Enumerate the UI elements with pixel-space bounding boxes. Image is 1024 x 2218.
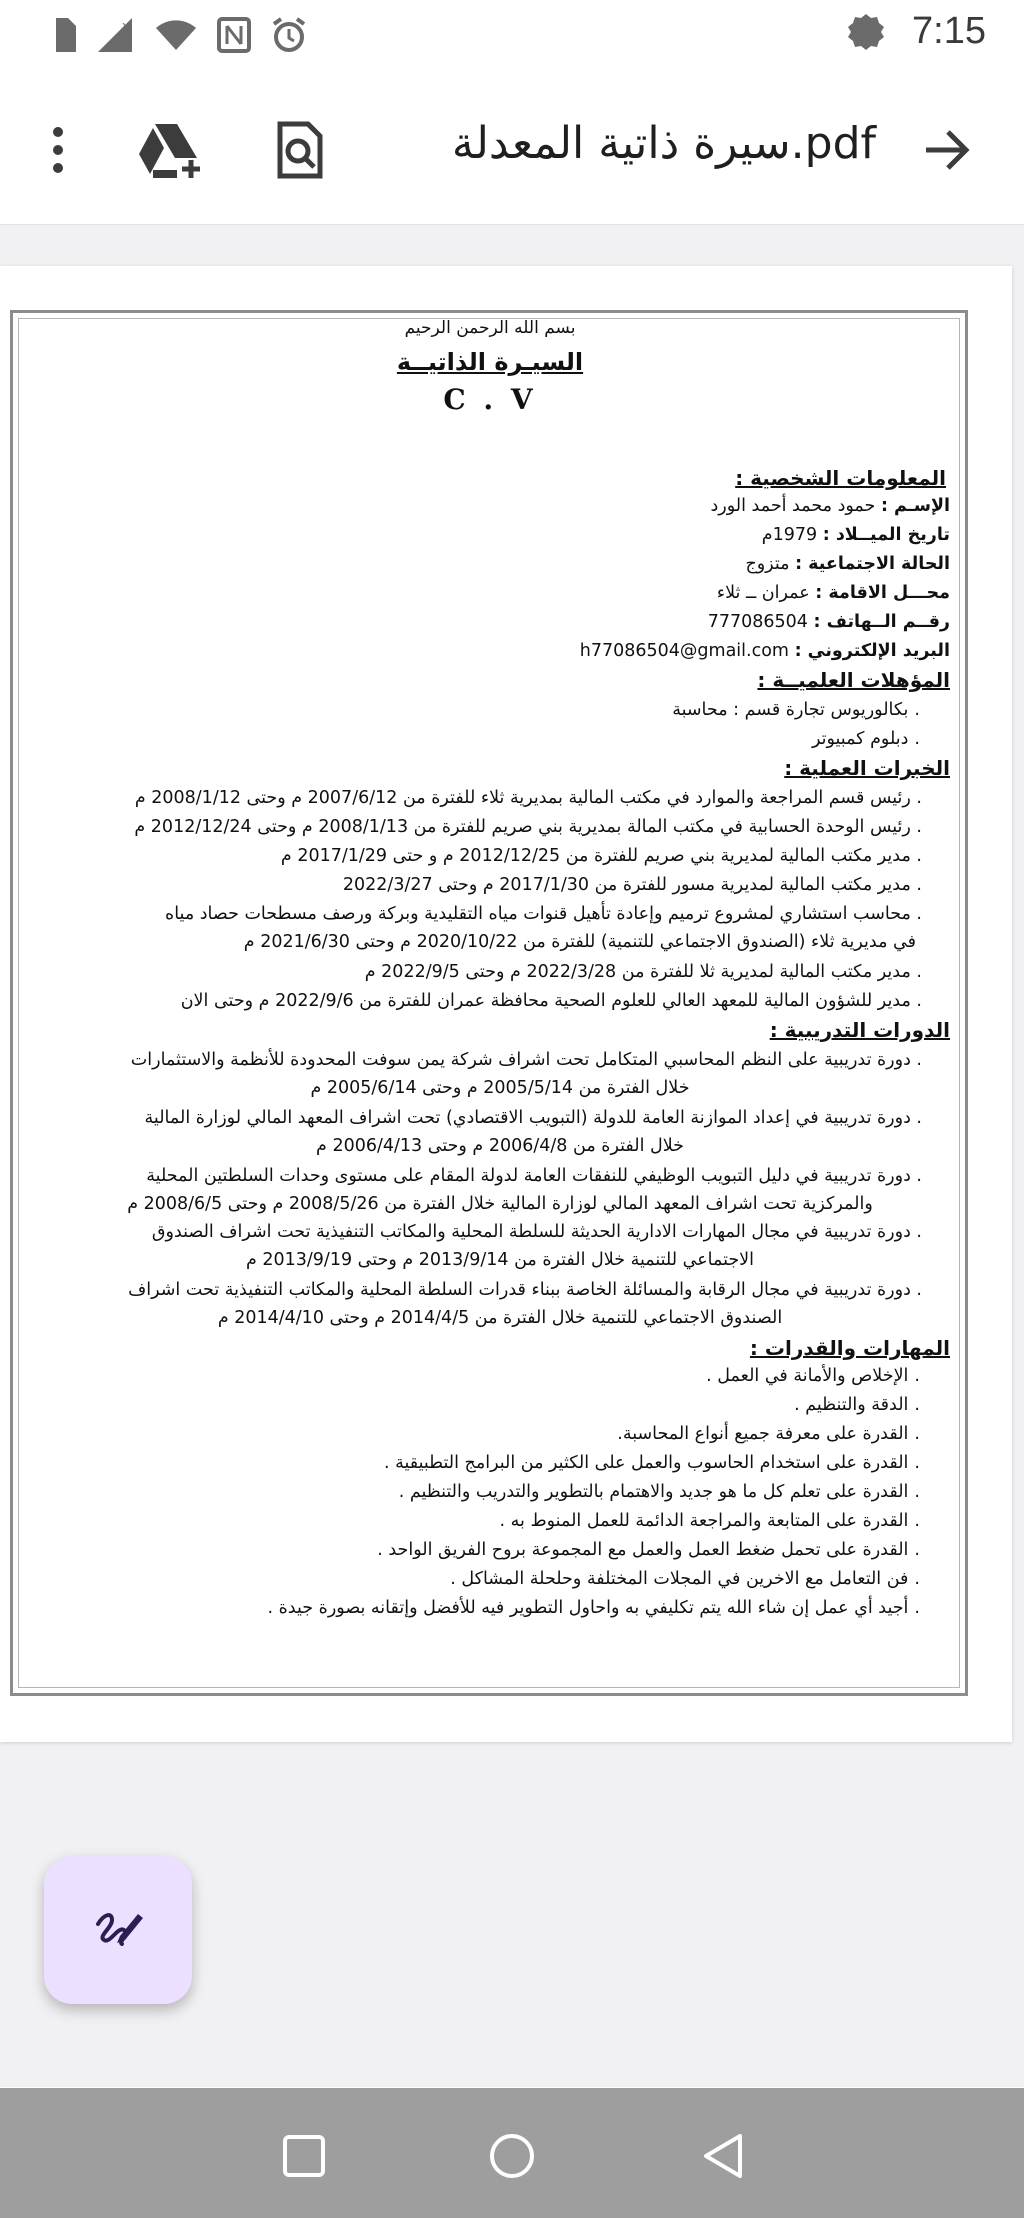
training-line: خلال الفترة من 2005/5/14 م وحتى 2005/6/14 م: [310, 1078, 690, 1098]
signal-off-icon: [96, 16, 136, 54]
skill-item: . القدرة على المتابعة والمراجعة الدائمة للعمل المنوط به .: [500, 1509, 920, 1533]
personal-row: البريد الإلكتروني : h77086504@gmail.com: [579, 641, 950, 661]
recents-button[interactable]: [272, 2124, 336, 2188]
experience-line: . رئيس الوحدة الحسابية في مكتب المالة بمديرية بني صريم للفترة من 2008/1/13 م وحتى 2012/12/24 م: [134, 817, 922, 837]
training-line: الاجتماعي للتنمية خلال الفترة من 2013/9/14 م وحتى 2013/9/19 م: [245, 1250, 755, 1270]
training-line: . دورة تدريبية في إعداد الموازنة العامة للدولة (التبويب الاقتصادي) تحت اشراف المعهد المالي لوزارة المالية: [144, 1108, 922, 1128]
skill-item: . القدرة على تحمل ضغط العمل والعمل مع المجموعة بروح الفريق الواحد .: [377, 1538, 920, 1562]
wifi-icon: [154, 16, 198, 54]
experience-line: . مدير مكتب المالية لمديرية ثلا للفترة من 2022/3/28 م وحتى 2022/9/5 م: [364, 962, 922, 982]
add-to-drive-icon: [137, 122, 203, 178]
document-search-icon: [276, 121, 324, 179]
skill-item: . القدرة على استخدام الحاسوب والعمل على الكثير من البرامج التطبيقية .: [384, 1451, 920, 1475]
home-circle-icon: [488, 2132, 536, 2180]
edit-annotate-icon: [90, 1902, 146, 1958]
experience-heading: الخبرات العملية :: [784, 756, 950, 780]
arrow-forward-icon: [924, 128, 972, 172]
document-title: سيرة ذاتية المعدلة.pdf: [451, 118, 876, 169]
nav-back-button[interactable]: [690, 2124, 754, 2188]
skill-item: . الإخلاص والأمانة في العمل .: [706, 1364, 920, 1388]
personal-row: رقــم الــهاتف : 777086504: [707, 612, 950, 632]
more-options-button[interactable]: [20, 112, 96, 188]
back-triangle-icon: [700, 2132, 744, 2180]
more-vert-icon: [48, 126, 68, 174]
experience-line: . مدير مكتب المالية لمديرية بني صريم للفترة من 2012/12/25 م و حتى 2017/1/29 م: [280, 846, 922, 866]
pdf-page: [0, 266, 1012, 1742]
recents-square-icon: [282, 2134, 326, 2178]
experience-line: . رئيس قسم المراجعة والموارد في مكتب المالية بمديرية ثلاء للفترة من 2007/6/12 م وحتى 2008/1/12 م: [134, 788, 922, 808]
status-bar: [0, 0, 1024, 76]
skill-item: . القدرة على معرفة جميع أنواع المحاسبة.: [617, 1422, 920, 1446]
training-line: . دورة تدريبية في مجال الرقابة والمسائلة الخاصة ببناء قدرات السلطة المحلية والمكاتب التنفيذية تحت اشراف: [128, 1280, 922, 1300]
cv-title: السيـرة الذاتيــة: [396, 348, 584, 376]
experience-line: . محاسب استشاري لمشروع ترميم وإعادة تأهيل قنوات مياه التقليدية وبركة ورصف مسطحات حصاد مياه: [165, 904, 922, 924]
personal-row: الإسـم : حمود محمد أحمد الورد: [710, 496, 950, 516]
personal-row: محـــل الاقامة : عمران ــ ثلاء: [716, 583, 950, 603]
settings-gear-icon: [846, 12, 886, 52]
add-to-drive-button[interactable]: [132, 112, 208, 188]
svg-text:x: x: [122, 19, 130, 33]
system-nav-bar: [0, 2088, 1024, 2218]
qualifications-heading: المؤهلات العلميــة :: [757, 668, 950, 692]
training-line: . دورة تدريبية على النظم المحاسبي المتكامل تحت اشراف شركة يمن سوفت المحدودة للأنظمة والاستثمارات: [130, 1050, 922, 1070]
training-line: خلال الفترة من 2006/4/8 م وحتى 2006/4/13 م: [316, 1136, 684, 1156]
status-icons: [52, 16, 308, 54]
personal-heading: المعلومات الشخصية :: [735, 466, 946, 490]
app-bar: [0, 76, 1024, 225]
skill-item: . فن التعامل مع الاخرين في المجلات المختلفة وحلحلة المشاكل .: [450, 1567, 920, 1591]
alarm-icon: [270, 16, 308, 54]
training-line: . دورة تدريبية في دليل التبويب الوظيفي للنفقات العامة لدولة المقام على مستوى وحدات السلطتين المحلية: [146, 1166, 922, 1186]
document-content: [0, 266, 1012, 1742]
skill-item: . الدقة والتنظيم .: [794, 1393, 920, 1417]
qualification-item: . بكالوريوس تجارة قسم : محاسبة: [672, 698, 920, 722]
training-line: والمركزية تحت اشراف المعهد المالي لوزارة المالية خلال الفترة من 2008/5/26 م وحتى 2008/6/5 م: [127, 1194, 873, 1214]
home-button[interactable]: [480, 2124, 544, 2188]
find-in-document-button[interactable]: [262, 112, 338, 188]
experience-line: . مدير للشؤون المالية للمعهد العالي للعلوم الصحية محافظة عمران للفترة من 2022/9/6 م وحتى الان: [180, 991, 922, 1011]
personal-row: الحالة الاجتماعية : متزوج: [745, 554, 950, 574]
skill-item: . القدرة على تعلم كل ما هو جديد والاهتمام بالتطوير والتدريب والتنظيم .: [399, 1480, 920, 1504]
training-heading: الدورات التدريبية :: [769, 1018, 950, 1042]
qualification-item: . دبلوم كمبيوتر: [812, 727, 920, 751]
basmala: بسم الله الرحمن الرحيم: [404, 318, 576, 338]
personal-row: تاريخ الميــلاد : 1979م: [761, 525, 950, 545]
skill-item: . أجيد أي عمل إن شاء الله يتم تكليفي به واحاول التطوير فيه للأفضل وإتقانه بصورة جيدة .: [268, 1596, 920, 1620]
clock: 7:15: [912, 10, 986, 52]
training-line: الصندوق الاجتماعي للتنمية خلال الفترة من 2014/4/5 م وحتى 2014/4/10 م: [217, 1308, 783, 1328]
nfc-icon: [216, 16, 252, 54]
edit-annotate-button[interactable]: [44, 1856, 192, 2004]
experience-line: في مديرية ثلاء (الصندوق الاجتماعي للتنمية) للفترة من 2020/10/22 م وحتى 2021/6/30 م: [243, 932, 916, 952]
status-right: [846, 10, 986, 53]
back-button[interactable]: [910, 112, 986, 188]
cv-title-en: C . V: [443, 383, 537, 416]
sim-card-icon: [52, 16, 78, 54]
training-line: . دورة تدريبية في مجال المهارات الادارية الحديثة للسلطة المحلية والمكاتب التنفيذية تحت اشراف الصندوق: [151, 1222, 922, 1242]
skills-heading: المهارات والقدرات :: [749, 1336, 950, 1360]
experience-line: . مدير مكتب المالية لمديرية مسور للفترة من 2017/1/30 م وحتى 2022/3/27: [342, 875, 922, 895]
